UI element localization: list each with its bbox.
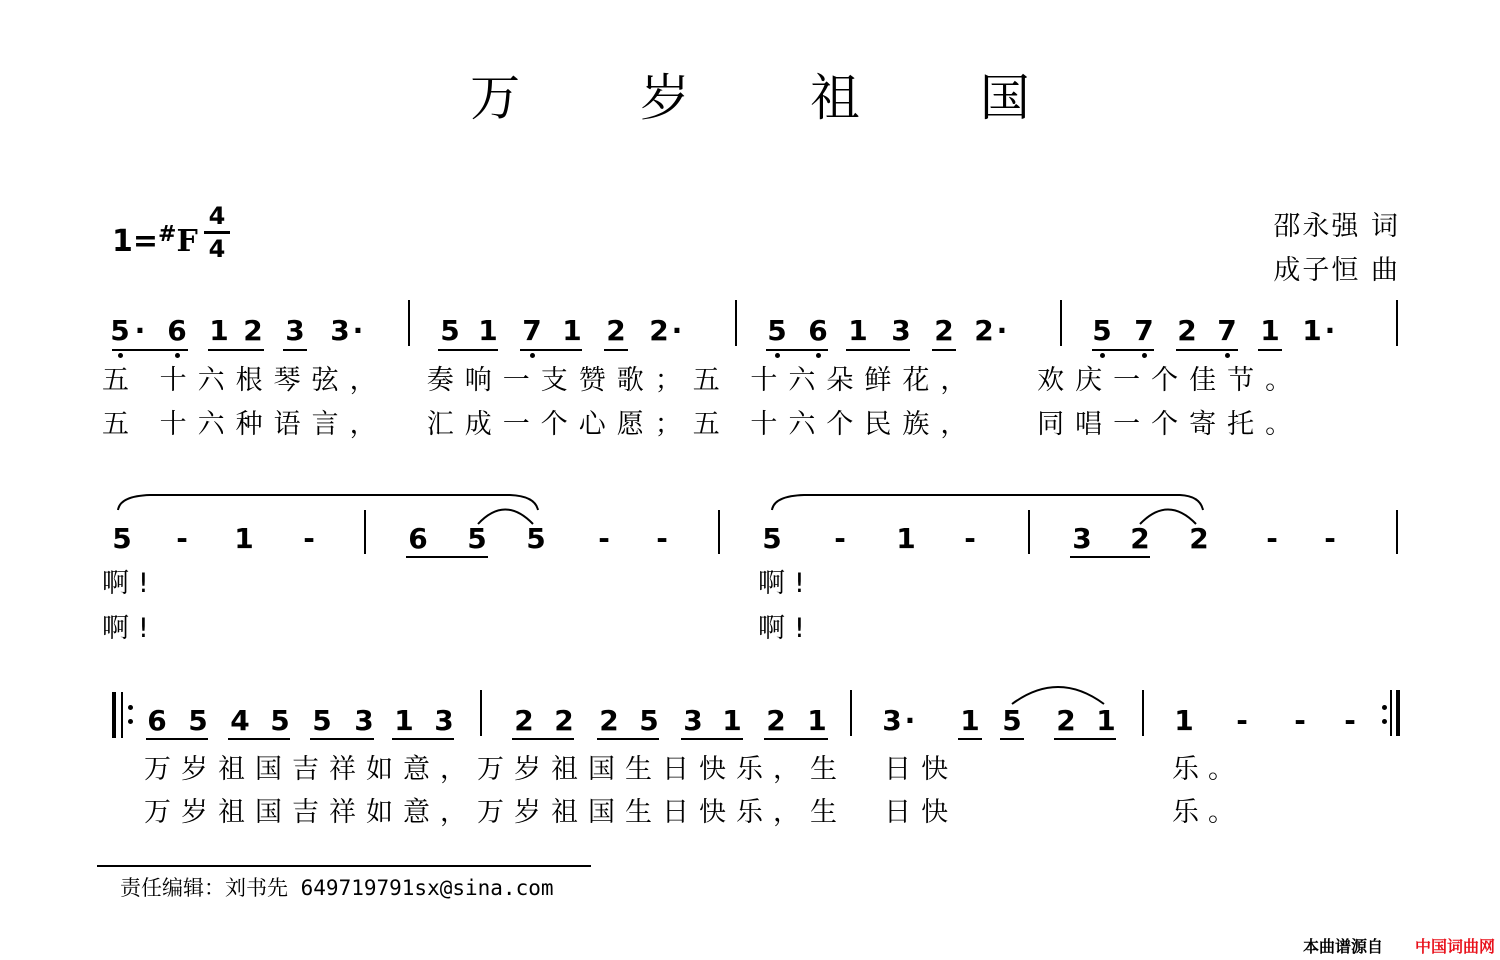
editor-credit: 责任编辑：刘书先 649719791sx@sina.com	[120, 876, 554, 900]
note: 5	[112, 522, 132, 555]
augmentation-dot: ·	[1324, 314, 1336, 347]
beam-line	[1070, 556, 1150, 558]
note: 5	[270, 704, 290, 737]
lyrics-refrain-1-end: 乐。	[1172, 754, 1244, 785]
note: 2	[599, 704, 619, 737]
note: 3	[434, 704, 454, 737]
note: 2	[1189, 522, 1209, 555]
note: 1	[722, 704, 742, 737]
note: 2	[1130, 522, 1150, 555]
lyrics-verse-2: 五 十六种语言， 汇成一个心愿；五 十六个民族， 同唱一个寄托。	[102, 409, 1304, 440]
note: 1	[478, 314, 498, 347]
dash: -	[1344, 704, 1356, 737]
barline	[480, 690, 482, 736]
note: 3	[354, 704, 374, 737]
key-one: 1=	[112, 224, 159, 259]
note: 2	[606, 314, 626, 347]
note: 2	[974, 314, 994, 347]
dash: -	[1324, 522, 1336, 555]
slur	[118, 495, 538, 510]
beam-line	[1176, 349, 1238, 351]
note: 2	[514, 704, 534, 737]
lyrics-ah: 啊!	[102, 613, 158, 644]
beam-line	[392, 738, 454, 740]
note: 7	[1217, 314, 1237, 347]
note: 3	[285, 314, 305, 347]
beam-line	[766, 349, 828, 351]
note: 5	[188, 704, 208, 737]
note: 3	[330, 314, 350, 347]
repeat-dot	[1382, 719, 1387, 724]
note: 7	[1134, 314, 1154, 347]
dash: -	[176, 522, 188, 555]
barline	[408, 300, 410, 346]
dash: -	[656, 522, 668, 555]
note: 2	[554, 704, 574, 737]
low-octave-dot	[175, 353, 180, 358]
note: 1	[896, 522, 916, 555]
time-top: 4	[208, 202, 226, 230]
beam-line	[1054, 738, 1116, 740]
augmentation-dot: ·	[671, 314, 683, 347]
lyrics-ah: 啊!	[758, 613, 814, 644]
barline	[1142, 690, 1144, 736]
note: 1	[848, 314, 868, 347]
repeat-dot	[128, 719, 133, 724]
barline	[1028, 510, 1030, 554]
dash: -	[1266, 522, 1278, 555]
repeat-start-thick	[112, 692, 116, 738]
beam-line	[283, 349, 307, 351]
note: 2	[1177, 314, 1197, 347]
note: 1	[1302, 314, 1322, 347]
note: 5	[1002, 704, 1022, 737]
note: 6	[808, 314, 828, 347]
note: 3	[1072, 522, 1092, 555]
note: 5	[1092, 314, 1112, 347]
time-divider	[204, 231, 230, 234]
barline	[735, 300, 737, 346]
beam-line	[681, 738, 743, 740]
beam-line	[146, 738, 208, 740]
low-octave-dot	[118, 353, 123, 358]
beam-line	[1092, 349, 1154, 351]
barline	[364, 510, 366, 554]
note: 5	[110, 314, 130, 347]
note: 5	[440, 314, 460, 347]
note: 1	[807, 704, 827, 737]
note: 3	[891, 314, 911, 347]
key-signature	[112, 222, 198, 259]
repeat-dot	[128, 705, 133, 710]
barline	[850, 690, 852, 736]
repeat-start-thin	[121, 692, 123, 738]
lyrics-refrain-1: 万岁祖国吉祥如意，万岁祖国生日快乐，生 日快	[144, 754, 959, 785]
note: 5	[639, 704, 659, 737]
page-title: 万 岁 祖 国	[470, 69, 1082, 127]
note: 1	[234, 522, 254, 555]
low-octave-dot	[775, 353, 780, 358]
note: 2	[1056, 704, 1076, 737]
dash: -	[1236, 704, 1248, 737]
note: 1	[1096, 704, 1116, 737]
lyrics-ah: 啊!	[102, 568, 158, 599]
note: 5	[767, 314, 787, 347]
beam-line	[208, 349, 264, 351]
augmentation-dot: ·	[996, 314, 1008, 347]
composer-credit: 成子恒 曲	[1273, 255, 1400, 286]
note: 5	[526, 522, 546, 555]
note: 7	[522, 314, 542, 347]
note: 2	[243, 314, 263, 347]
beam-line	[512, 738, 574, 740]
repeat-end-thick	[1396, 690, 1400, 736]
source-label: 本曲谱源自	[1302, 937, 1383, 956]
barline	[1396, 300, 1398, 346]
footer-rule	[97, 865, 591, 867]
note: 1	[209, 314, 229, 347]
dash: -	[303, 522, 315, 555]
augmentation-dot: ·	[352, 314, 364, 347]
beam-line	[520, 349, 582, 351]
note: 6	[408, 522, 428, 555]
site-name[interactable]: 中国词曲网	[1414, 937, 1495, 956]
beam-line	[958, 738, 982, 740]
dash: -	[834, 522, 846, 555]
dash: -	[598, 522, 610, 555]
beam-line	[228, 738, 290, 740]
lyrics-refrain-2: 万岁祖国吉祥如意，万岁祖国生日快乐，生 日快	[144, 797, 959, 828]
beam-line	[310, 738, 374, 740]
note: 5	[312, 704, 332, 737]
note: 3	[882, 704, 902, 737]
beam-line	[1258, 349, 1282, 351]
note: 1	[394, 704, 414, 737]
note: 5	[467, 522, 487, 555]
beam-line	[1000, 738, 1024, 740]
lyricist-credit: 邵永强 词	[1273, 211, 1400, 242]
note: 2	[766, 704, 786, 737]
note: 4	[230, 704, 250, 737]
barline	[718, 510, 720, 554]
note: 5	[762, 522, 782, 555]
low-octave-dot	[816, 353, 821, 358]
time-bottom: 4	[208, 235, 226, 263]
dash: -	[964, 522, 976, 555]
key-letter: F	[176, 224, 198, 259]
lyrics-verse-1: 五 十六根琴弦， 奏响一支赞歌；五 十六朵鲜花， 欢庆一个佳节。	[102, 365, 1304, 396]
note: 1	[960, 704, 980, 737]
sharp-sign: #	[158, 222, 177, 247]
beam-line	[604, 349, 628, 351]
slur	[1012, 687, 1104, 704]
note: 6	[147, 704, 167, 737]
lyrics-refrain-2-end: 乐。	[1172, 797, 1244, 828]
beam-line	[112, 349, 188, 351]
repeat-dot	[1382, 705, 1387, 710]
beam-line	[438, 349, 498, 351]
note: 6	[167, 314, 187, 347]
augmentation-dot: ·	[134, 314, 146, 347]
low-octave-dot	[1142, 353, 1147, 358]
beam-line	[406, 556, 488, 558]
slur	[772, 495, 1203, 510]
beam-line	[597, 738, 659, 740]
note: 3	[683, 704, 703, 737]
note: 1	[1260, 314, 1280, 347]
low-octave-dot	[1100, 353, 1105, 358]
repeat-end-thin	[1390, 690, 1392, 736]
note: 2	[649, 314, 669, 347]
beam-line	[764, 738, 828, 740]
note: 2	[934, 314, 954, 347]
barline	[1396, 510, 1398, 554]
lyrics-ah: 啊!	[758, 568, 814, 599]
low-octave-dot	[1225, 353, 1230, 358]
augmentation-dot: ·	[904, 704, 916, 737]
time-signature	[204, 203, 230, 262]
beam-line	[846, 349, 910, 351]
note: 1	[562, 314, 582, 347]
dash: -	[1294, 704, 1306, 737]
note: 1	[1174, 704, 1194, 737]
beam-line	[932, 349, 956, 351]
low-octave-dot	[530, 353, 535, 358]
barline	[1060, 300, 1062, 346]
